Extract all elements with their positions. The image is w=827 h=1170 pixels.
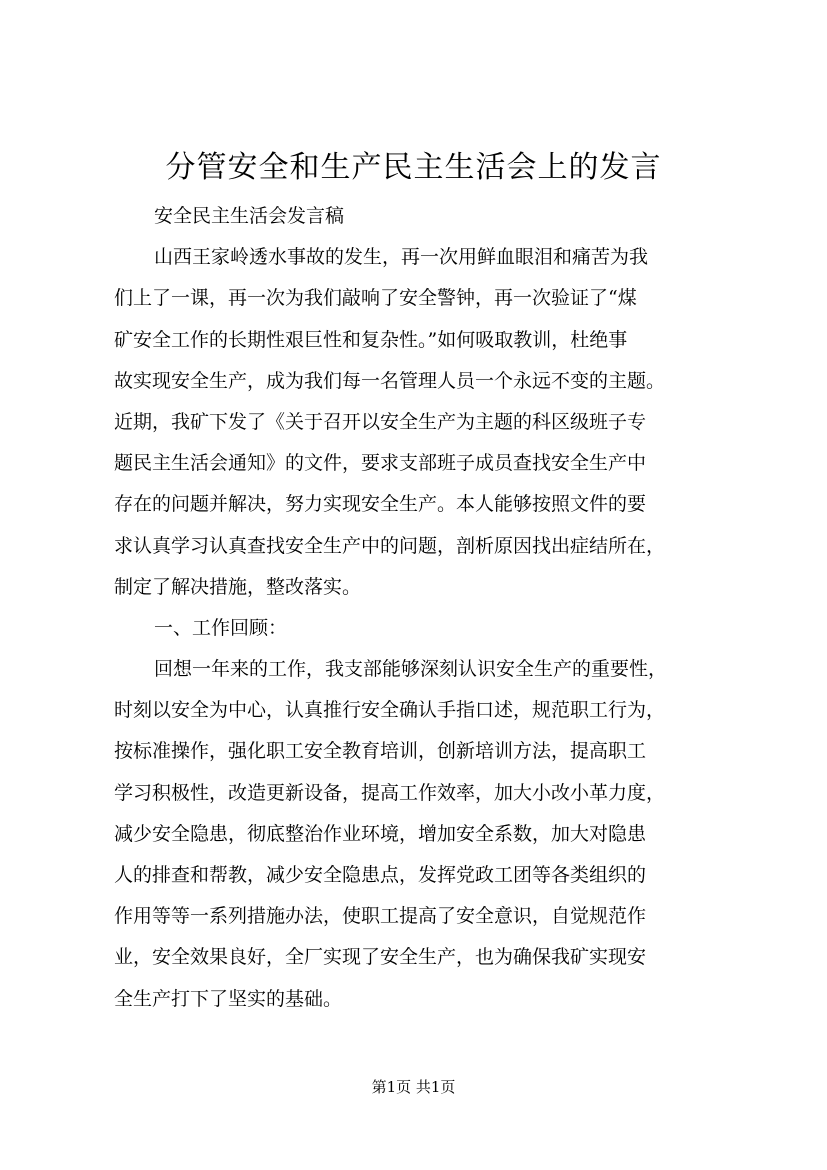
paragraph-line: 近期，我矿下发了《关于召开以安全生产为主题的科区级班子专: [114, 410, 647, 433]
paragraph-line: 矿安全工作的长期性艰巨性和复杂性。”如何吸取教训，杜绝事: [114, 328, 628, 351]
page-footer: 第1页 共1页: [371, 1078, 456, 1096]
paragraph-line: 回想一年来的工作，我支部能够深刻认识安全生产的重要性，: [154, 658, 668, 681]
section-heading: 一、工作回顾：: [154, 616, 288, 639]
paragraph-line: 制定了解决措施，整改落实。: [114, 575, 362, 598]
paragraph-line: 时刻以安全为中心，认真推行安全确认手指口述，规范职工行为，: [114, 699, 666, 722]
paragraph-line: 人的排查和帮教，减少安全隐患点，发挥党政工团等各类组织的: [114, 864, 647, 886]
paragraph-line: 作用等等一系列措施办法，使职工提高了安全意识，自觉规范作: [114, 905, 647, 928]
paragraph-line: 求认真学习认真查找安全生产中的问题，剖析原因找出症结所在，: [114, 534, 666, 557]
paragraph-line: 存在的问题并解决，努力实现安全生产。本人能够按照文件的要: [114, 493, 647, 516]
paragraph-line: 故实现安全生产，成为我们每一名管理人员一个永远不变的主题。: [114, 369, 666, 392]
paragraph-line: 减少安全隐患，彻底整治作业环境，增加安全系数，加大对隐患: [114, 822, 647, 845]
paragraph-line: 按标准操作，强化职工安全教育培训，创新培训方法，提高职工: [114, 740, 647, 763]
document-body: [114, 196, 726, 1020]
document-title: 分管安全和生产民主生活会上的发言: [165, 150, 662, 185]
paragraph-line: 学习积极性，改造更新设备，提高工作效率，加大小改小革力度，: [114, 781, 666, 804]
paragraph-line: 们上了一课，再一次为我们敲响了安全警钟，再一次验证了“煤: [114, 287, 637, 310]
paragraph-line: 业，安全效果良好，全厂实现了安全生产，也为确保我矿实现安: [114, 946, 647, 969]
paragraph-line: 山西王家岭透水事故的发生，再一次用鲜血眼泪和痛苦为我: [154, 246, 649, 269]
paragraph-line: 安全民主生活会发言稿: [154, 205, 345, 227]
paragraph-line: 全生产打下了坚实的基础。: [114, 987, 343, 1010]
paragraph-line: 题民主生活会通知》的文件，要求支部班子成员查找安全生产中: [114, 452, 647, 475]
